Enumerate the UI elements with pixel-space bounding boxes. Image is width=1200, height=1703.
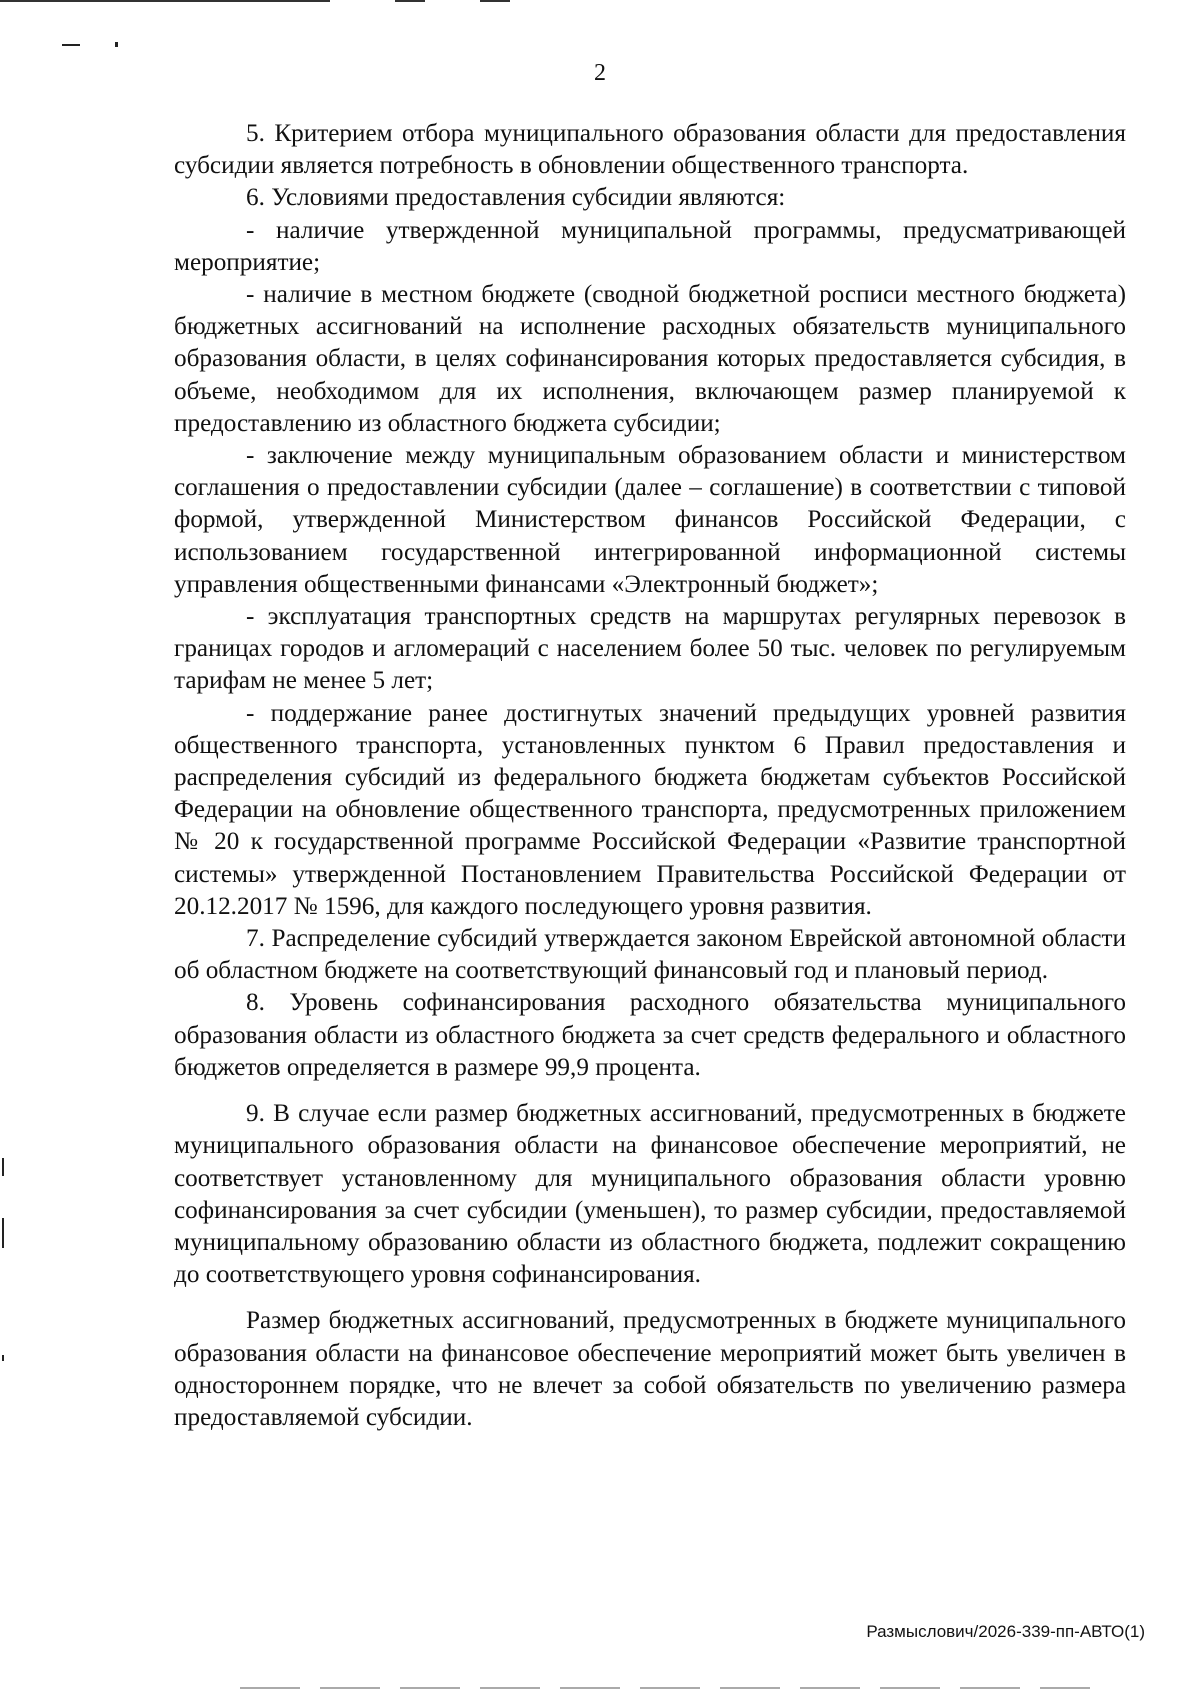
paragraph-condition-budget: - наличие в местном бюджете (сводной бюджетной росписи местного бюджета) бюджетных ассигнований на исполнение расходных обязательств муниципального образования области, в целях софинансирования которых предоставляется субсидия, в объеме, необходимом для их исполнения, включающем размер планируемой к предоставлению из областного бюджета субсидии; xyxy=(174,281,1126,437)
paragraph-condition-operation: - эксплуатация транспортных средств на маршрутах регулярных перевозок в границах городов и агломераций с населением более 50 тыс. человек по регулируемым тарифам не менее 5 лет; xyxy=(174,603,1126,695)
document-id: Размыслович/2026-339-пп-АВТО(1) xyxy=(866,1622,1145,1641)
scan-margin-mark-1 xyxy=(2,1158,4,1176)
paragraph-condition-program: - наличие утвержденной муниципальной программы, предусматривающей мероприятие; xyxy=(174,216,1126,276)
scan-top-edge-right xyxy=(480,0,510,2)
scan-bottom-edge xyxy=(240,1687,1090,1689)
scan-top-edge-mid xyxy=(395,0,425,2)
paragraph-conditions-heading: 6. Условиями предоставления субсидии являются: xyxy=(246,184,786,212)
scan-top-edge-left xyxy=(0,0,330,2)
paragraph-criterion: 5. Критерием отбора муниципального образования области для предоставления субсидии является потребность в обновлении общественного транспорта. xyxy=(174,120,1126,180)
scan-margin-mark-2 xyxy=(2,1218,4,1248)
paragraph-condition-agreement: - заключение между муниципальным образованием области и министерством соглашения о предоставлении субсидии (далее – соглашение) в соответствии с типовой формой, утвержденной Министерством финансов Российской Федерации, с использованием государственной интегрированной информационной системы управления общественными финансами «Электронный бюджет»; xyxy=(174,442,1126,598)
scan-margin-mark-3 xyxy=(2,1355,4,1361)
paragraph-increase: Размер бюджетных ассигнований, предусмотренных в бюджете муниципального образования области на финансовое обеспечение мероприятий может быть увеличен в одностороннем порядке, что не влечет за собой обязательств по увеличению размера предоставляемой субсидии. xyxy=(174,1307,1126,1431)
paragraph-reduction: 9. В случае если размер бюджетных ассигнований, предусмотренных в бюджете муниципального образования области на финансовое обеспечение мероприятий, не соответствует установленному для муниципального образования области уровню софинансирования за счет субсидии (уменьшен), то размер субсидии, предоставляемой муниципальному образованию области из областного бюджета, подлежит сокращению до соответствующего уровня софинансирования. xyxy=(174,1100,1126,1289)
paragraph-cofinancing-level: 8. Уровень софинансирования расходного обязательства муниципального образования области из областного бюджета за счет средств федерального и областного бюджетов определяется в размере 99,9 процента. xyxy=(174,989,1126,1081)
page-number: 2 xyxy=(594,60,606,86)
document-body xyxy=(174,118,1126,1434)
scan-artifact-mark xyxy=(62,44,80,46)
paragraph-condition-maintenance: - поддержание ранее достигнутых значений предыдущих уровней развития общественного транспорта, установленных пунктом 6 Правил предоставления и распределения субсидий из федерального бюджета бюджетам субъектов Российской Федерации на обновление общественного транспорта, предусмотренных приложением № 20 к государственной программе Российской Федерации «Развитие транспортной системы» утвержденной Постановлением Правительства Российской Федерации от 20.12.2017 № 1596, для каждого последующего уровня развития. xyxy=(174,699,1126,920)
paragraph-distribution: 7. Распределение субсидий утверждается законом Еврейской автономной области об областном бюджете на соответствующий финансовый год и плановый период. xyxy=(174,925,1126,985)
scan-artifact-dot xyxy=(115,42,118,47)
